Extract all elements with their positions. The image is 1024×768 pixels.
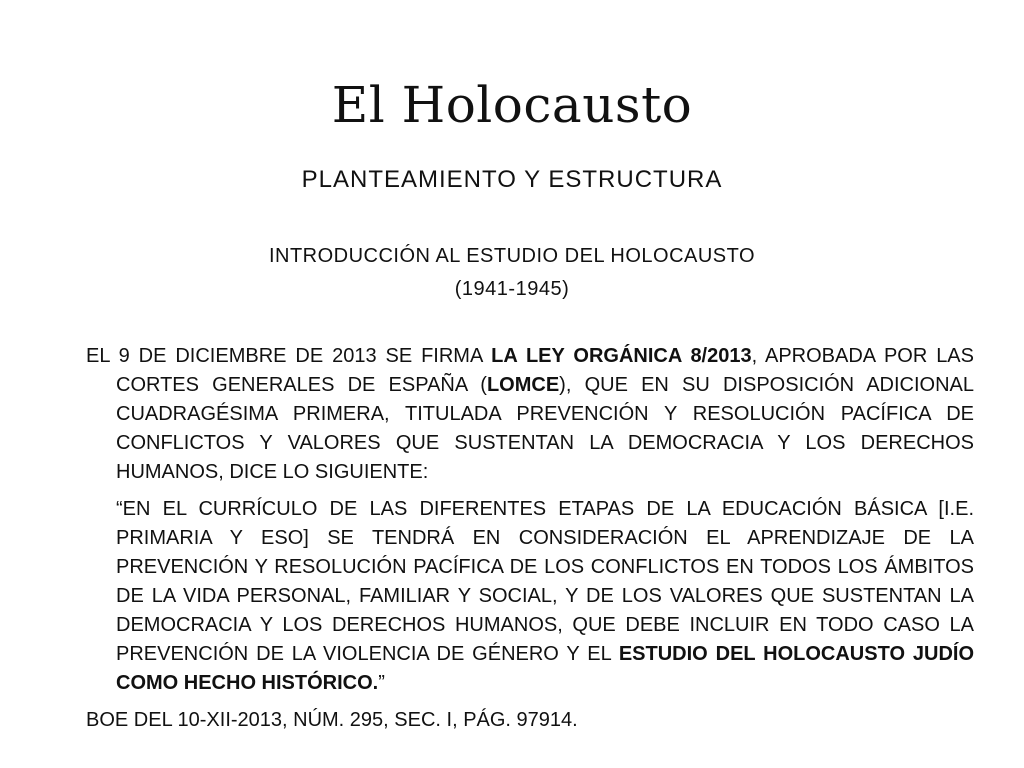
- law-acronym: LOMCE: [486, 374, 560, 396]
- paragraph-law: [86, 342, 974, 487]
- paragraph-law-part1: EL 9 DE DICIEMBRE DE 2013 SE FIRMA: [86, 345, 492, 367]
- intro-heading: INTRODUCCIÓN AL ESTUDIO DEL HOLOCAUSTO: [268, 245, 756, 267]
- law-quote: [86, 495, 974, 698]
- body-text: [86, 342, 974, 735]
- law-quote-highlight: ESTUDIO DEL HOLOCAUSTO JUDÍO COMO HECHO HISTÓRICO.: [116, 643, 974, 694]
- law-quote-text: “EN EL CURRÍCULO DE LAS DIFERENTES ETAPAS DE LA EDUCACIÓN BÁSICA [I.E. PRIMARIA Y ESO] SE TENDRÁ EN CONSIDERACIÓN EL APRENDIZAJE DE LA PREVENCIÓN Y RESOLUCIÓN PACÍFICA DE LOS CONFLICTOS EN TODOS LOS ÁMBITOS DE LA VIDA PERSONAL, FAMILIAR Y SOCIAL, Y DE LOS VALORES QUE SUSTENTAN LA DEMOCRACIA Y LOS DERECHOS HUMANOS, QUE DEBE INCLUIR EN TODO CASO LA PREVENCIÓN DE LA VIOLENCIA DE GÉNERO Y EL: [116, 498, 974, 665]
- paragraph-law-part2: , APROBADA POR LAS CORTES GENERALES DE ESPAÑA (: [116, 345, 974, 396]
- source-citation: BOE DEL 10-XII-2013, NÚM. 295, SEC. I, PÁG. 97914.: [86, 709, 578, 731]
- intro-dates: (1941-1945): [454, 278, 570, 300]
- law-quote-closing: ”: [378, 672, 385, 694]
- law-name: LA LEY ORGÁNICA 8/2013: [491, 345, 752, 367]
- slide-subtitle: PLANTEAMIENTO Y ESTRUCTURA: [301, 166, 723, 193]
- intro-block: [0, 240, 1024, 306]
- slide-title: El Holocausto: [331, 76, 693, 134]
- paragraph-law-part3: ), QUE EN SU DISPOSICIÓN ADICIONAL CUADRAGÉSIMA PRIMERA, TITULADA PREVENCIÓN Y RESOLUCIÓN PACÍFICA DE CONFLICTOS Y VALORES QUE SUSTENTAN LA DEMOCRACIA Y LOS DERECHOS HUMANOS, DICE LO SIGUIENTE:: [116, 374, 975, 483]
